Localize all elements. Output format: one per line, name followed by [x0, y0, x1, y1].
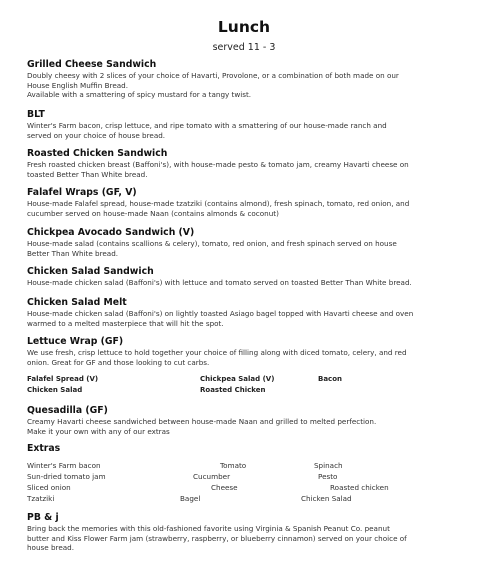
- extras-row: [27, 494, 472, 504]
- extra-option: Spinach: [314, 461, 343, 470]
- description-line: House-made chicken salad (Baffoni's) with lettuce and tomato served on toasted Better Than White bread.: [27, 278, 412, 287]
- description-line: House-made chicken salad (Baffoni's) on lightly toasted Asiago bagel topped with Havarti cheese and oven: [27, 309, 414, 318]
- extras-heading: Extras: [27, 443, 61, 454]
- extra-option: Chicken Salad: [301, 494, 352, 503]
- description-line: Better Than White bread.: [27, 248, 119, 258]
- extra-option: Tomato: [220, 461, 247, 470]
- menu-item-chicken-salad-sandwich: [27, 266, 472, 288]
- menu-section-extras: [27, 443, 472, 454]
- description-line: toasted Better Than White bread.: [27, 169, 148, 179]
- extras-row: [27, 461, 472, 471]
- extra-option: Cucumber: [193, 472, 231, 481]
- item-description: [27, 71, 472, 100]
- description-line: cucumber served on house-made Naan (contains almonds & coconut): [27, 208, 279, 218]
- extra-option: Bagel: [180, 494, 201, 503]
- menu-title: Lunch: [217, 18, 271, 36]
- description-line: House-made salad (contains scallions & celery), tomato, red onion, and fresh spinach served on house: [27, 239, 397, 248]
- description-line: Doubly cheesy with 2 slices of your choice of Havarti, Provolone, or a combination of both made on our: [27, 71, 399, 80]
- item-name: Grilled Cheese Sandwich: [27, 59, 157, 70]
- item-name: BLT: [27, 109, 45, 120]
- description-line: House-made Falafel spread, house-made tzatziki (contains almond), fresh spinach, tomato, red onion, and: [27, 199, 410, 208]
- description-line: House English Muffin Bread.: [27, 80, 128, 90]
- extra-option: Pesto: [318, 472, 338, 481]
- item-description: [27, 278, 472, 288]
- extra-option: Sun-dried tomato jam: [27, 472, 106, 481]
- description-line: warmed to a melted masterpiece that will hit the spot.: [27, 318, 224, 328]
- menu-item-quesadilla: [27, 405, 472, 436]
- menu-item-chicken-salad-melt: [27, 297, 472, 328]
- description-line: served on your choice of house bread.: [27, 130, 166, 140]
- description-line: house bread.: [27, 543, 74, 553]
- filling-option: Bacon: [318, 375, 343, 383]
- description-line: Available with a smattering of spicy mustard for a tangy twist.: [27, 90, 252, 100]
- item-name: Lettuce Wrap (GF): [27, 336, 124, 347]
- item-description: [27, 239, 472, 258]
- menu-item-chickpea-avocado: [27, 227, 472, 258]
- description-line: Bring back the memories with this old-fashioned favorite using Virginia & Spanish Peanut Co. peanut: [27, 524, 390, 533]
- item-description: [27, 417, 472, 436]
- extra-option: Winter's Farm bacon: [27, 461, 101, 470]
- description-line: Winter's Farm bacon, crisp lettuce, and ripe tomato with a smattering of our house-made ranch and: [27, 121, 387, 130]
- item-description: [27, 199, 472, 218]
- item-description: [27, 524, 472, 553]
- extra-option: Sliced onion: [27, 483, 71, 492]
- menu-item-lettuce-wrap: [27, 336, 472, 367]
- description-line: butter and Kiss Flower Farm jam (strawberry, raspberry, or blueberry cinnamon) served on your choice of: [27, 533, 407, 543]
- description-line: Creamy Havarti cheese sandwiched between house-made Naan and grilled to melted perfection.: [27, 417, 377, 426]
- description-line: Fresh roasted chicken breast (Baffoni's), with house-made pesto & tomato jam, creamy Havarti cheese on: [27, 160, 409, 169]
- item-name: Chickpea Avocado Sandwich (V): [27, 227, 195, 238]
- menu-item-blt: [27, 109, 472, 140]
- extras-row: [27, 483, 472, 493]
- menu-item-roasted-chicken: [27, 148, 472, 179]
- item-name: Quesadilla (GF): [27, 405, 108, 416]
- description-line: We use fresh, crisp lettuce to hold together your choice of filling along with diced tomato, celery, and red: [27, 348, 407, 357]
- item-name: Roasted Chicken Sandwich: [27, 148, 168, 159]
- item-name: Chicken Salad Sandwich: [27, 266, 154, 277]
- menu-item-falafel-wraps: [27, 187, 472, 218]
- filling-option: Chickpea Salad (V): [200, 375, 275, 383]
- filling-option: Falafel Spread (V): [27, 375, 99, 383]
- item-description: [27, 121, 472, 140]
- description-line: Make it your own with any of our extras: [27, 426, 170, 436]
- extra-option: Cheese: [211, 483, 238, 492]
- menu-subtitle: served 11 - 3: [212, 42, 276, 53]
- filling-option: Chicken Salad: [27, 386, 83, 394]
- item-description: [27, 348, 472, 367]
- item-name: Falafel Wraps (GF, V): [27, 187, 137, 198]
- item-name: Chicken Salad Melt: [27, 297, 127, 308]
- menu-item-grilled-cheese: [27, 59, 472, 100]
- extra-option: Tzatziki: [27, 494, 55, 503]
- lettuce-wrap-fillings-row: [27, 375, 472, 385]
- lettuce-wrap-fillings-row: [27, 386, 472, 396]
- extra-option: Roasted chicken: [330, 483, 389, 492]
- filling-option: Roasted Chicken: [200, 386, 266, 394]
- item-description: [27, 160, 472, 179]
- extras-row: [27, 472, 472, 482]
- description-line: onion. Great for GF and those looking to cut carbs.: [27, 357, 210, 367]
- item-description: [27, 309, 472, 328]
- menu-item-pb-and-j: [27, 512, 472, 553]
- item-name: PB & j: [27, 512, 59, 523]
